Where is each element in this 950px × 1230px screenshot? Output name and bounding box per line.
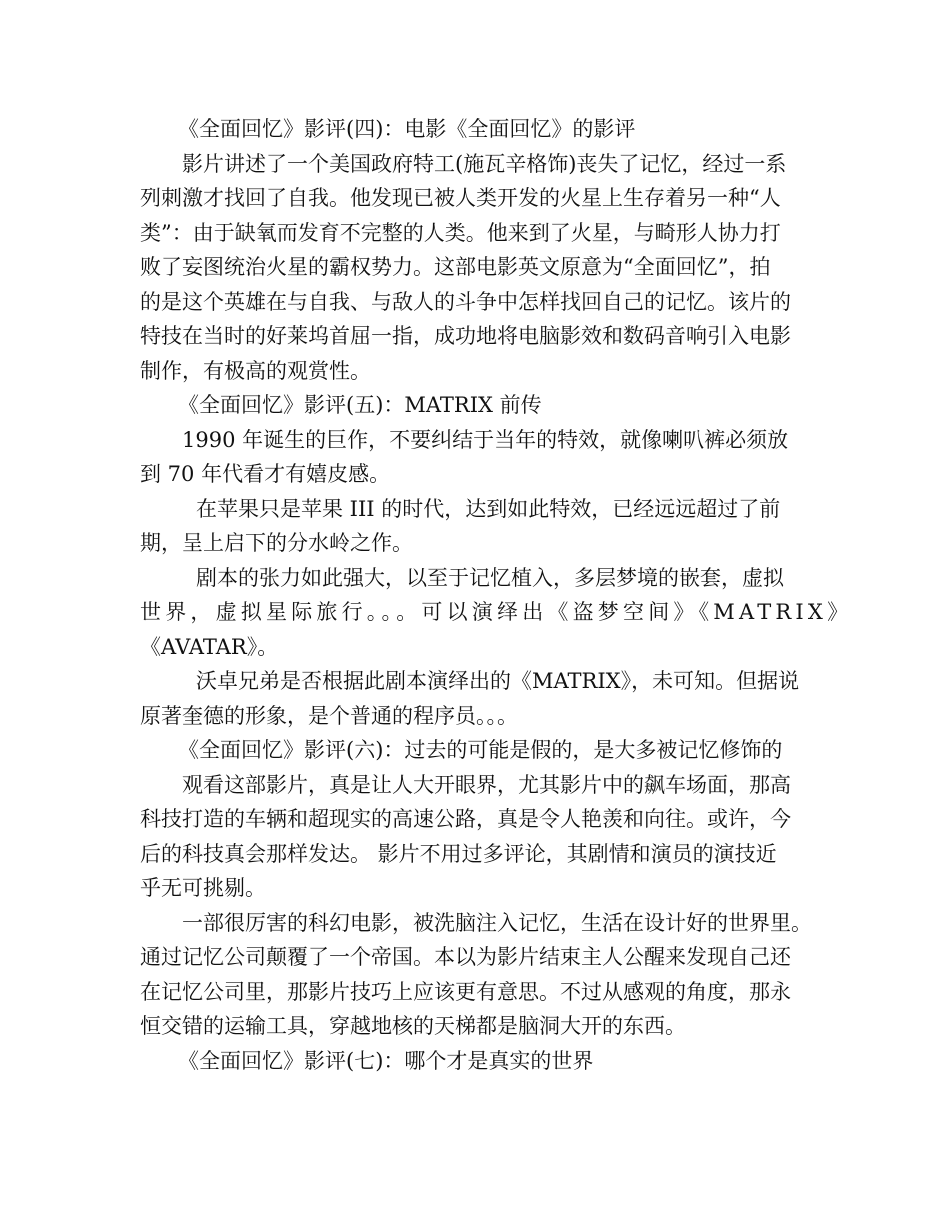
paragraph-line: 沃卓兄弟是否根据此剧本演绎出的《MATRIX》，未可知。但据说 — [196, 669, 800, 693]
paragraph-line: 特技在当时的好莱坞首屈一指，成功地将电脑影效和数码音响引入电影 — [140, 324, 791, 348]
paragraph-line: 影片讲述了一个美国政府特工(施瓦辛格饰)丧失了记忆，经过一系 — [182, 151, 787, 176]
section-heading-7: 《全面回忆》影评(七)：哪个才是真实的世界 — [178, 1048, 594, 1073]
paragraph-line: 一部很厉害的科幻电影，被洗脑注入记忆，生活在设计好的世界里。 — [182, 910, 812, 935]
paragraph-line: 期，呈上启下的分水岭之作。 — [140, 531, 413, 555]
paragraph-line: 原著奎德的形象，是个普通的程序员。。。 — [140, 703, 518, 728]
document-page — [140, 112, 853, 1078]
paragraph-line: 后的科技真会那样发达。 影片不用过多评论，其剧情和演员的演技近 — [140, 841, 777, 866]
paragraph-line: 制作，有极高的观赏性。 — [140, 358, 371, 383]
paragraph-line: 在记忆公司里，那影片技巧上应该更有意思。不过从感观的角度，那永 — [140, 979, 791, 1004]
paragraph-line: 类”：由于缺氧而发育不完整的人类。他来到了火星，与畸形人协力打 — [140, 220, 781, 245]
section-heading-5: 《全面回忆》影评(五)：MATRIX 前传 — [178, 393, 542, 417]
paragraph-line: 《AVATAR》。 — [140, 634, 279, 659]
paragraph-line: 科技打造的车辆和超现实的高速公路，真是令人艳羡和向往。或许，今 — [140, 807, 791, 831]
section-heading-6: 《全面回忆》影评(六)：过去的可能是假的，是大多被记忆修饰的 — [178, 738, 783, 762]
paragraph-line: 通过记忆公司颠覆了一个帝国。本以为影片结束主人公醒来发现自己还 — [140, 945, 791, 969]
paragraph-line: 乎无可挑剔。 — [140, 876, 266, 900]
paragraph-line: 剧本的张力如此强大，以至于记忆植入，多层梦境的嵌套，虚拟 — [196, 565, 784, 590]
paragraph-line: 恒交错的运输工具，穿越地核的天梯都是脑洞大开的东西。 — [140, 1014, 686, 1038]
paragraph-line: 观看这部影片，真是让人大开眼界，尤其影片中的飙车场面，那高 — [182, 772, 791, 797]
paragraph-line: 到 70 年代看才有嬉皮感。 — [140, 462, 391, 486]
paragraph-line: 1990 年诞生的巨作，不要纠结于当年的特效，就像喇叭裤必须放 — [182, 427, 789, 452]
paragraph-line: 列刺激才找回了自我。他发现已被人类开发的火星上生存着另一种“人 — [140, 186, 781, 210]
section-heading-4: 《全面回忆》影评(四)：电影《全面回忆》的影评 — [178, 117, 636, 141]
paragraph-line: 世界，虚拟星际旅行。。。可以演绎出《盗梦空间》《MATRIX》 — [140, 600, 853, 624]
paragraph-line: 的是这个英雄在与自我、与敌人的斗争中怎样找回自己的记忆。该片的 — [140, 289, 791, 314]
paragraph-line: 在苹果只是苹果 III 的时代，达到如此特效，已经远远超过了前 — [196, 496, 781, 521]
paragraph-line: 败了妄图统治火星的霸权势力。这部电影英文原意为“全面回忆”，拍 — [140, 255, 771, 279]
